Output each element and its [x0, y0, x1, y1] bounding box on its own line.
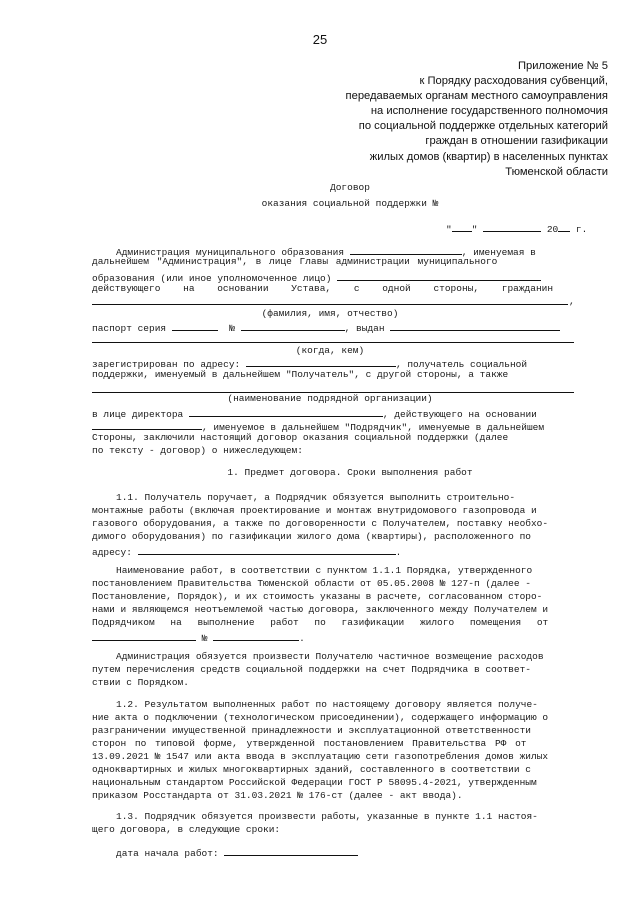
appendix-line: жилых домов (квартир) в населенных пунктах: [369, 150, 608, 163]
agreement-date-blank: [92, 630, 196, 641]
intro-line: Стороны, заключили настоящий договор оказания социальной поддержки (далее: [92, 432, 509, 443]
clause-1-2-line: сторон по типовой форме, утвержденной постановлением Правительства РФ от: [92, 738, 527, 749]
appendix-line: граждан в отношении газификации: [425, 135, 608, 148]
director-line: в лице директора , действующего на основании: [92, 406, 537, 421]
clause-1-1-line: газового оборудования, а также по договоренности с Получателем, поставку необхо-: [92, 518, 549, 529]
intro-line: поддержки, именуемый в дальнейшем "Получатель", с другой стороны, а также: [92, 369, 509, 380]
clause-1-3-line: щего договора, в следующие сроки:: [92, 824, 281, 835]
section-1-title: 1. Предмет договора. Сроки выполнения работ: [227, 467, 473, 478]
clause-1-3-line: 1.3. Подрядчик обязуется произвести работы, указанные в пункте 1.1 настоя-: [116, 811, 538, 822]
works-line: постановлением Правительства Тюменской области от 05.05.2008 № 127-п (далее -: [92, 578, 531, 589]
caption-name: (фамилия, имя, отчество): [261, 308, 399, 319]
passport-line: паспорт серия № , выдан: [92, 320, 560, 335]
admin-line: путем перечисления средств социальной поддержки на счет Подрядчика в соответ-: [92, 664, 531, 675]
contract-date-line: " " 20 г.: [446, 221, 587, 236]
clause-1-2-line: приказом Росстандарта от 31.03.2021 № 176-ст (далее - акт ввода).: [92, 790, 463, 801]
works-line: нами и являющемся неотъемлемой частью договора, заключенного между Получателем и: [92, 604, 549, 615]
official-blank: [337, 270, 541, 281]
year-blank: [558, 221, 570, 232]
clause-1-2-line: 13.09.2021 № 1547 или акта ввода в эксплуатацию сети газопотребления домов жилых: [92, 751, 549, 762]
intro-line: образования (или иное уполномоченное лицо): [92, 270, 541, 285]
passport-number-blank: [241, 320, 345, 331]
issued-rule: [92, 342, 574, 343]
admin-line: Администрация обязуется произвести Получателю частичное возмещение расходов: [116, 651, 544, 662]
day-blank: [452, 221, 472, 232]
intro-line: по тексту - договор) о нижеследующем:: [92, 445, 303, 456]
clause-1-2-line: одноквартирных и жилых многоквартирных зданий, составленного в соответствии с: [92, 764, 531, 775]
appendix-line: на исполнение государственного полномочия: [370, 105, 608, 118]
intro-line: Администрация муниципального образования , именуемая в: [116, 244, 536, 259]
municipality-blank: [350, 244, 462, 255]
appendix-line: по социальной поддержке отдельных категорий: [358, 120, 608, 133]
admin-line: ствии с Порядком.: [92, 677, 189, 688]
address-line: зарегистрирован по адресу: , получатель социальной: [92, 356, 527, 371]
clause-1-1-line: 1.1. Получатель поручает, а Подрядчик обязуется выполнить строительно-: [116, 492, 516, 503]
clause-1-2-line: национальным стандартом Российской Федерации ГОСТ Р 58095.4-2021, утвержденным: [92, 777, 537, 788]
object-address-blank: [138, 544, 396, 555]
start-date-blank: [224, 845, 358, 856]
contract-subtitle: оказания социальной поддержки №: [261, 198, 439, 209]
clause-1-1-line: монтажные работы (включая проектирование и монтаж внутридомового газопровода и: [92, 505, 537, 516]
clause-1-2-line: 1.2. Результатом выполненных работ по настоящему договору является получе-: [116, 699, 538, 710]
page-number: 25: [312, 32, 328, 47]
intro-comma: ,: [569, 296, 575, 307]
works-line: Постановление, Порядок), и их стоимость указаны в расчете, согласованном сторо-: [92, 591, 543, 602]
works-line: Подрядчиком на выполнение работ по газификации жилого помещения от: [92, 617, 549, 628]
clause-1-2-line: разграничении имущественной принадлежности и эксплуатационной ответственности: [92, 725, 531, 736]
intro-line: , именуемое в дальнейшем "Подрядчик", именуемые в дальнейшем: [92, 419, 544, 434]
appendix-header: [288, 59, 608, 180]
clause-1-1-line: димого оборудования) по газификации жилого дома (квартиры), расположенного по: [92, 531, 531, 542]
clause-1-2-line: ние акта о подключении (технологическом присоединении), содержащего информацию о: [92, 712, 549, 723]
citizen-name-rule: [92, 304, 568, 305]
caption-issued: (когда, кем): [295, 345, 365, 356]
basis-blank: [92, 419, 202, 430]
start-date-line: дата начала работ:: [116, 845, 358, 860]
intro-line: дальнейшем "Администрация", в лице Главы администрации муниципального: [92, 256, 498, 267]
month-blank: [483, 221, 541, 232]
works-line: Наименование работ, в соответствии с пунктом 1.1.1 Порядка, утвержденного: [116, 565, 533, 576]
agreement-number-blank: [213, 630, 299, 641]
appendix-line: Приложение № 5: [517, 60, 608, 72]
director-blank: [189, 406, 383, 417]
works-line: № .: [92, 630, 305, 645]
issued-by-blank: [390, 320, 560, 331]
caption-org: (наименование подрядной организации): [227, 393, 433, 404]
appendix-line: Тюменской области: [505, 165, 608, 178]
appendix-line: передаваемых органам местного самоуправления: [345, 90, 608, 103]
intro-line: действующего на основании Устава, с одной стороны, гражданин: [92, 283, 554, 294]
address-blank: [246, 356, 396, 367]
appendix-line: к Порядку расходования субвенций,: [419, 75, 608, 88]
clause-1-1-line: адресу: .: [92, 544, 401, 559]
passport-series-blank: [172, 320, 218, 331]
contract-title: Договор: [330, 182, 370, 193]
